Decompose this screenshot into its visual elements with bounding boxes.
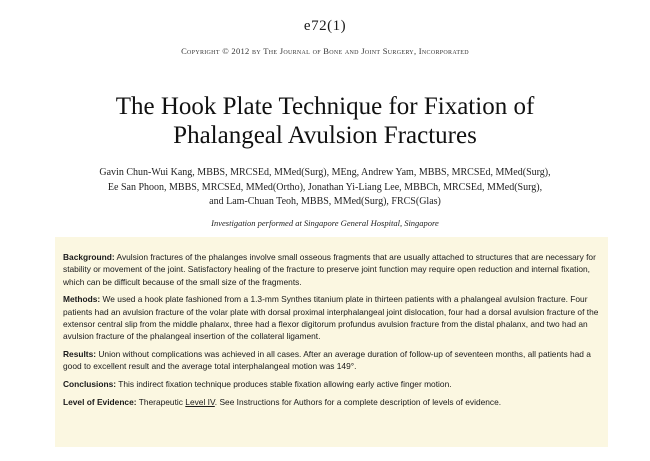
abstract-results — [63, 348, 600, 373]
article-title — [0, 92, 650, 150]
evidence-level-link[interactable]: Level IV — [185, 396, 215, 407]
methods-label: Methods: — [63, 294, 101, 305]
author-line: Ee San Phoon, MBBS, MRCSEd, MMed(Ortho), Jonathan Yi-Liang Lee, MBBCh, MRCSEd, MMed(Surg), — [107, 181, 543, 193]
page-number: e72(1) — [303, 18, 347, 34]
title-line: Phalangeal Avulsion Fractures — [173, 122, 477, 149]
background-label: Background: — [63, 252, 115, 262]
author-list — [0, 166, 650, 210]
abstract-conclusions — [63, 378, 600, 390]
author-line: and Lam-Chuan Teoh, MBBS, MMed(Surg), FRCS(Glas) — [209, 196, 441, 207]
background-text: Avulsion fractures of the phalanges involve small osseous fragments that are usually attached to structures that are necessary for stability or movement of the joint. Satisfactory healing of the fracture to preserve joint function may require open reduction and internal fixation, which can be difficult because of the small size of the fragments. — [63, 252, 596, 287]
copyright-notice: Copyright © 2012 by The Journal of Bone and Joint Surgery, Incorporated — [181, 46, 469, 56]
evidence-label: Level of Evidence: — [63, 396, 137, 407]
results-label: Results: — [63, 349, 97, 360]
conclusions-label: Conclusions: — [63, 379, 117, 390]
evidence-suffix: . See Instructions for Authors for a complete description of levels of evidence. — [214, 396, 502, 407]
conclusions-text: This indirect fixation technique produces stable fixation allowing early active finger motion. — [118, 379, 452, 390]
abstract-evidence — [63, 396, 600, 408]
abstract-methods — [63, 293, 600, 342]
abstract-background — [63, 251, 600, 288]
abstract-box — [55, 237, 608, 447]
author-line: Gavin Chun-Wui Kang, MBBS, MRCSEd, MMed(Surg), MEng, Andrew Yam, MBBS, MRCSEd, MMed(Surg), — [99, 167, 551, 178]
methods-text: We used a hook plate fashioned from a 1.3-mm Synthes titanium plate in thirteen patients with a phalangeal avulsion fracture. Four patients had an avulsion fracture of the volar plate with dorsal proximal interphalangeal joint dislocation, four had a dorsal avulsion fracture of the extensor central slip from the middle phalanx, three had a flexor digitorum profundus avulsion fracture from the distal phalanx, and two had an avulsion fracture of the phalangeal insertion of the collateral ligament. — [63, 294, 599, 342]
institution-note: Investigation performed at Singapore General Hospital, Singapore — [211, 218, 439, 228]
evidence-prefix: Therapeutic — [138, 396, 183, 407]
title-line: The Hook Plate Technique for Fixation of — [115, 93, 535, 120]
results-text: Union without complications was achieved in all cases. After an average duration of follow-up of seventeen months, all patients had a good to excellent result and the average total interphalangeal motion was 149°. — [63, 349, 591, 372]
